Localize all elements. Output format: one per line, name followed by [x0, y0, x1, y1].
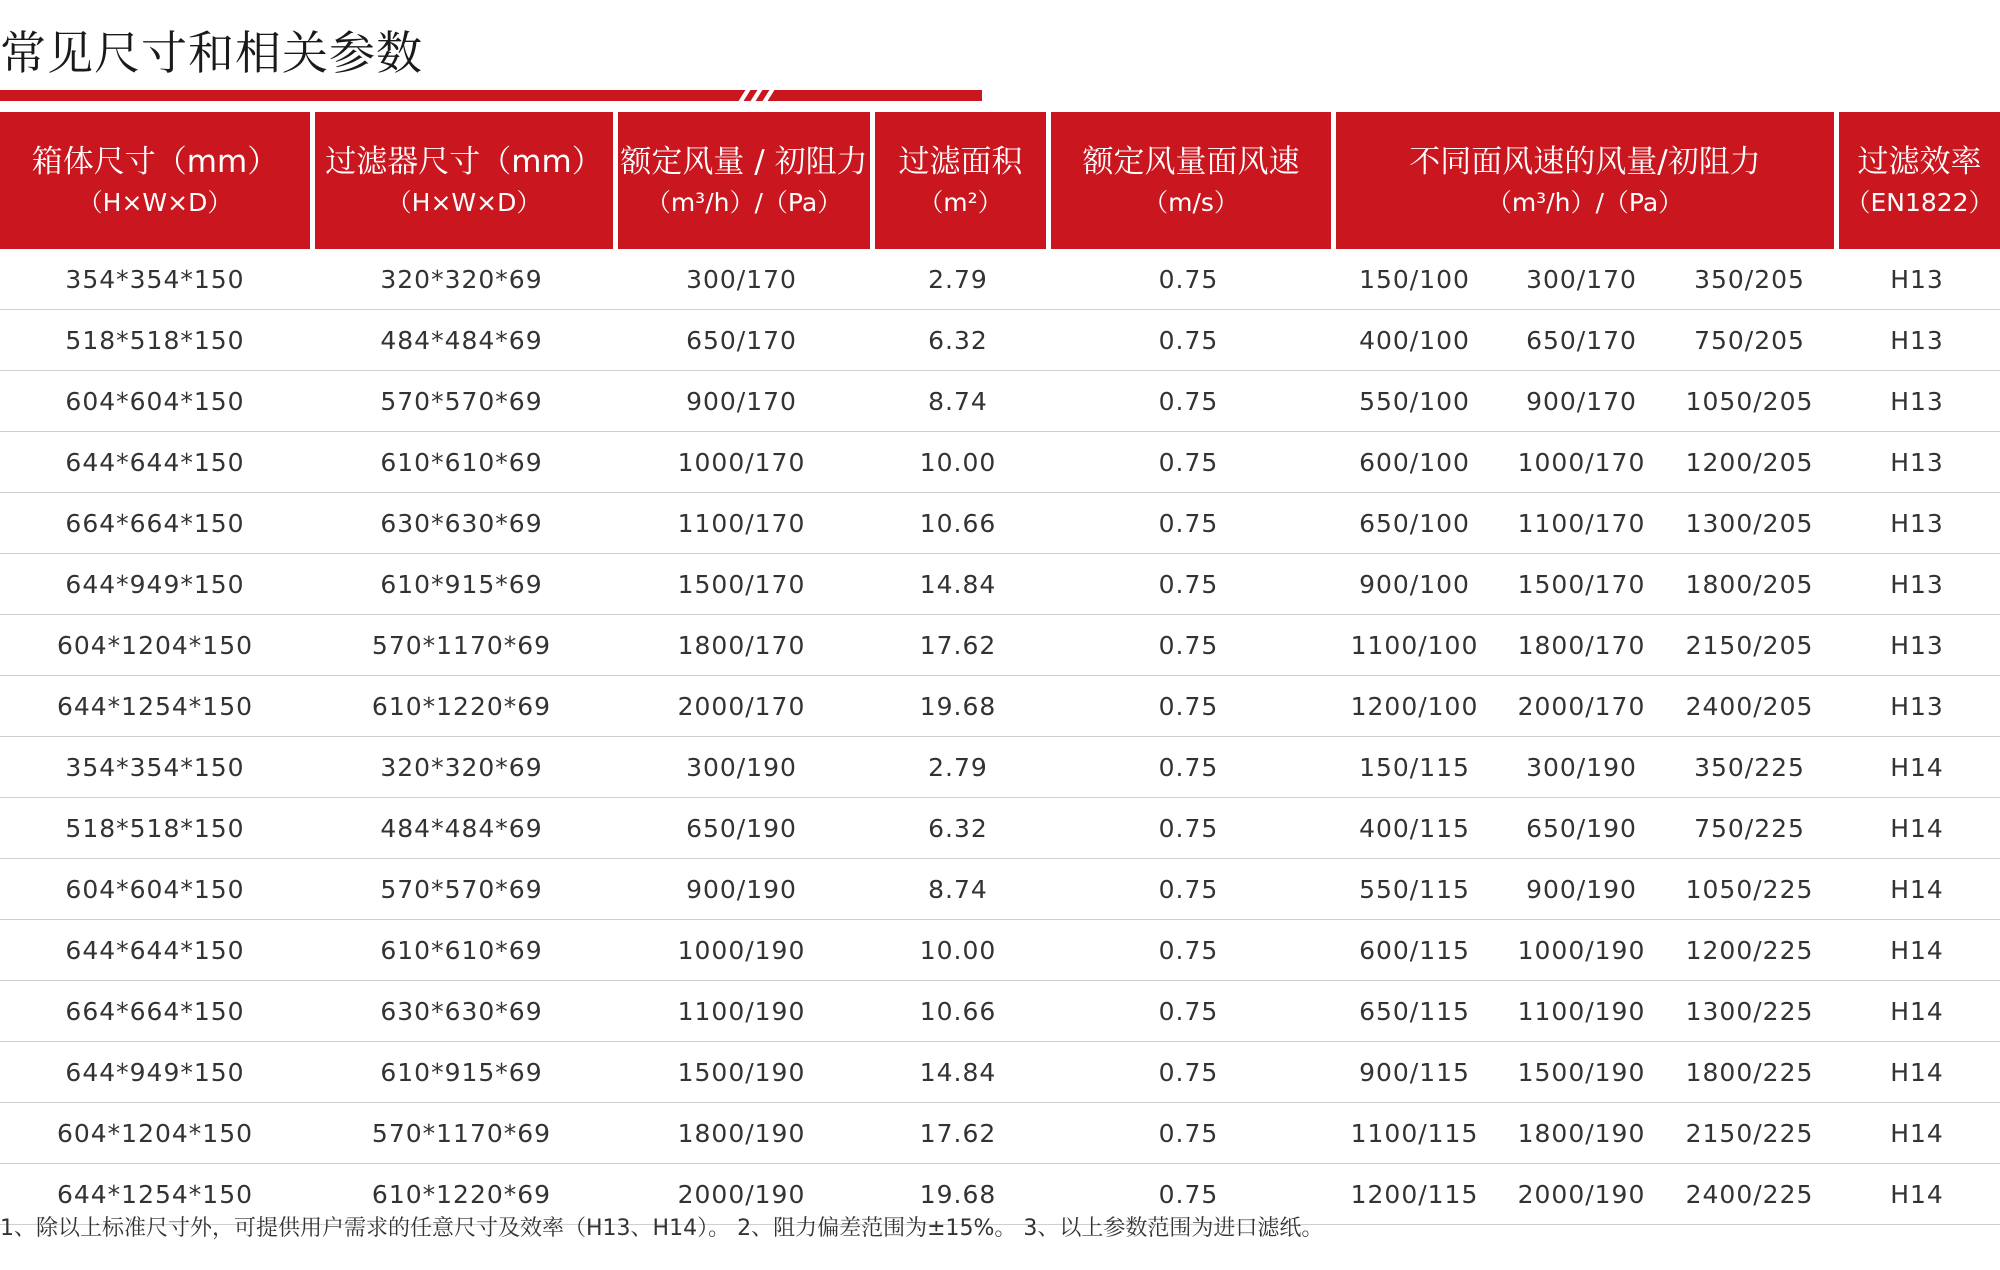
- rated-airflow-cell: 1100/190: [613, 981, 870, 1042]
- filter-area-cell: 17.62: [870, 615, 1046, 676]
- face-velocity-cell: 0.75: [1046, 310, 1331, 371]
- table-row: [0, 493, 2000, 554]
- filter-size-cell: 610*915*69: [310, 1042, 613, 1103]
- cabinet-size-cell: 518*518*150: [0, 310, 310, 371]
- airflow-low-cell: 650/100: [1331, 493, 1498, 554]
- airflow-high-cell: 1200/205: [1665, 432, 1834, 493]
- face-velocity-cell: 0.75: [1046, 249, 1331, 310]
- airflow-mid-cell: 2000/170: [1498, 676, 1665, 737]
- table-row: [0, 981, 2000, 1042]
- efficiency-cell: H14: [1834, 737, 2000, 798]
- filter-area-cell: 17.62: [870, 1103, 1046, 1164]
- airflow-low-cell: 900/100: [1331, 554, 1498, 615]
- table-row: [0, 615, 2000, 676]
- header-unit: （H×W×D）: [77, 187, 233, 217]
- table-row: [0, 249, 2000, 310]
- efficiency-cell: H13: [1834, 676, 2000, 737]
- filter-area-cell: 10.66: [870, 493, 1046, 554]
- efficiency-cell: H14: [1834, 920, 2000, 981]
- face-velocity-cell: 0.75: [1046, 981, 1331, 1042]
- airflow-low-cell: 400/115: [1331, 798, 1498, 859]
- airflow-high-cell: 750/205: [1665, 310, 1834, 371]
- airflow-high-cell: 350/205: [1665, 249, 1834, 310]
- airflow-low-cell: 150/100: [1331, 249, 1498, 310]
- airflow-low-cell: 1200/115: [1331, 1164, 1498, 1225]
- filter-size-cell: 610*610*69: [310, 920, 613, 981]
- filter-area-cell: 14.84: [870, 554, 1046, 615]
- airflow-low-cell: 650/115: [1331, 981, 1498, 1042]
- filter-size-cell: 610*610*69: [310, 432, 613, 493]
- cabinet-size-cell: 604*1204*150: [0, 615, 310, 676]
- airflow-low-cell: 1200/100: [1331, 676, 1498, 737]
- face-velocity-cell: 0.75: [1046, 798, 1331, 859]
- header-filter-size: [310, 112, 613, 249]
- airflow-mid-cell: 900/170: [1498, 371, 1665, 432]
- efficiency-cell: H13: [1834, 249, 2000, 310]
- airflow-high-cell: 2150/225: [1665, 1103, 1834, 1164]
- header-efficiency: [1834, 112, 2000, 249]
- filter-area-cell: 8.74: [870, 371, 1046, 432]
- table-row: [0, 1042, 2000, 1103]
- efficiency-cell: H13: [1834, 493, 2000, 554]
- table-row: [0, 1103, 2000, 1164]
- airflow-low-cell: 1100/115: [1331, 1103, 1498, 1164]
- airflow-high-cell: 1800/225: [1665, 1042, 1834, 1103]
- airflow-mid-cell: 1800/190: [1498, 1103, 1665, 1164]
- header-filter-area: [870, 112, 1046, 249]
- table-row: [0, 920, 2000, 981]
- efficiency-cell: H13: [1834, 371, 2000, 432]
- airflow-high-cell: 2400/225: [1665, 1164, 1834, 1225]
- cabinet-size-cell: 644*1254*150: [0, 676, 310, 737]
- header-title: 不同面风速的风量/初阻力: [1409, 143, 1761, 180]
- filter-size-cell: 630*630*69: [310, 493, 613, 554]
- filter-area-cell: 10.66: [870, 981, 1046, 1042]
- title-underline: [0, 90, 982, 101]
- cabinet-size-cell: 644*949*150: [0, 1042, 310, 1103]
- cabinet-size-cell: 604*1204*150: [0, 1103, 310, 1164]
- efficiency-cell: H14: [1834, 1103, 2000, 1164]
- page-title: 常见尺寸和相关参数: [0, 26, 423, 80]
- table-row: [0, 676, 2000, 737]
- face-velocity-cell: 0.75: [1046, 1164, 1331, 1225]
- header-title: 箱体尺寸（mm）: [31, 143, 279, 180]
- airflow-mid-cell: 1000/190: [1498, 920, 1665, 981]
- cabinet-size-cell: 518*518*150: [0, 798, 310, 859]
- table-row: [0, 859, 2000, 920]
- rated-airflow-cell: 300/170: [613, 249, 870, 310]
- cabinet-size-cell: 644*644*150: [0, 432, 310, 493]
- face-velocity-cell: 0.75: [1046, 859, 1331, 920]
- header-unit: （m²）: [918, 187, 1003, 217]
- rated-airflow-cell: 1500/170: [613, 554, 870, 615]
- table-header-row: [0, 112, 2000, 249]
- filter-area-cell: 8.74: [870, 859, 1046, 920]
- filter-area-cell: 19.68: [870, 676, 1046, 737]
- filter-area-cell: 2.79: [870, 737, 1046, 798]
- airflow-low-cell: 600/100: [1331, 432, 1498, 493]
- airflow-high-cell: 1300/205: [1665, 493, 1834, 554]
- rated-airflow-cell: 1800/190: [613, 1103, 870, 1164]
- airflow-low-cell: 550/115: [1331, 859, 1498, 920]
- cabinet-size-cell: 604*604*150: [0, 371, 310, 432]
- face-velocity-cell: 0.75: [1046, 1042, 1331, 1103]
- cabinet-size-cell: 644*949*150: [0, 554, 310, 615]
- airflow-mid-cell: 1000/170: [1498, 432, 1665, 493]
- face-velocity-cell: 0.75: [1046, 371, 1331, 432]
- filter-size-cell: 320*320*69: [310, 249, 613, 310]
- filter-area-cell: 6.32: [870, 798, 1046, 859]
- header-cabinet-size: [0, 112, 310, 249]
- airflow-low-cell: 550/100: [1331, 371, 1498, 432]
- airflow-high-cell: 1300/225: [1665, 981, 1834, 1042]
- table-body: [0, 249, 2000, 1225]
- airflow-mid-cell: 1800/170: [1498, 615, 1665, 676]
- filter-size-cell: 610*915*69: [310, 554, 613, 615]
- airflow-high-cell: 1800/205: [1665, 554, 1834, 615]
- efficiency-cell: H14: [1834, 859, 2000, 920]
- underline-slash: [761, 88, 775, 103]
- airflow-mid-cell: 1100/190: [1498, 981, 1665, 1042]
- table-row: [0, 432, 2000, 493]
- rated-airflow-cell: 1100/170: [613, 493, 870, 554]
- table-row: [0, 554, 2000, 615]
- header-title: 额定风量 / 初阻力: [620, 143, 868, 180]
- filter-area-cell: 6.32: [870, 310, 1046, 371]
- face-velocity-cell: 0.75: [1046, 432, 1331, 493]
- rated-airflow-cell: 900/190: [613, 859, 870, 920]
- efficiency-cell: H14: [1834, 981, 2000, 1042]
- filter-size-cell: 610*1220*69: [310, 676, 613, 737]
- filter-size-cell: 570*570*69: [310, 859, 613, 920]
- rated-airflow-cell: 1000/170: [613, 432, 870, 493]
- airflow-mid-cell: 650/170: [1498, 310, 1665, 371]
- rated-airflow-cell: 650/190: [613, 798, 870, 859]
- cabinet-size-cell: 644*644*150: [0, 920, 310, 981]
- efficiency-cell: H13: [1834, 310, 2000, 371]
- airflow-high-cell: 2150/205: [1665, 615, 1834, 676]
- filter-size-cell: 570*1170*69: [310, 1103, 613, 1164]
- efficiency-cell: H13: [1834, 615, 2000, 676]
- header-title: 过滤效率: [1857, 143, 1982, 180]
- cabinet-size-cell: 664*664*150: [0, 981, 310, 1042]
- face-velocity-cell: 0.75: [1046, 737, 1331, 798]
- airflow-mid-cell: 1500/190: [1498, 1042, 1665, 1103]
- table-row: [0, 310, 2000, 371]
- rated-airflow-cell: 1000/190: [613, 920, 870, 981]
- rated-airflow-cell: 2000/170: [613, 676, 870, 737]
- filter-size-cell: 484*484*69: [310, 798, 613, 859]
- airflow-low-cell: 1100/100: [1331, 615, 1498, 676]
- filter-area-cell: 10.00: [870, 432, 1046, 493]
- airflow-mid-cell: 300/190: [1498, 737, 1665, 798]
- header-unit: （m/s）: [1143, 187, 1239, 217]
- face-velocity-cell: 0.75: [1046, 493, 1331, 554]
- cabinet-size-cell: 604*604*150: [0, 859, 310, 920]
- cabinet-size-cell: 354*354*150: [0, 737, 310, 798]
- airflow-mid-cell: 900/190: [1498, 859, 1665, 920]
- airflow-mid-cell: 1100/170: [1498, 493, 1665, 554]
- filter-area-cell: 19.68: [870, 1164, 1046, 1225]
- airflow-low-cell: 900/115: [1331, 1042, 1498, 1103]
- filter-size-cell: 630*630*69: [310, 981, 613, 1042]
- rated-airflow-cell: 900/170: [613, 371, 870, 432]
- airflow-low-cell: 600/115: [1331, 920, 1498, 981]
- header-face-velocity: [1046, 112, 1331, 249]
- table-row: [0, 798, 2000, 859]
- face-velocity-cell: 0.75: [1046, 554, 1331, 615]
- airflow-high-cell: 2400/205: [1665, 676, 1834, 737]
- airflow-low-cell: 400/100: [1331, 310, 1498, 371]
- filter-area-cell: 10.00: [870, 920, 1046, 981]
- airflow-mid-cell: 2000/190: [1498, 1164, 1665, 1225]
- efficiency-cell: H14: [1834, 1164, 2000, 1225]
- airflow-mid-cell: 650/190: [1498, 798, 1665, 859]
- table-row: [0, 371, 2000, 432]
- filter-size-cell: 570*1170*69: [310, 615, 613, 676]
- filter-area-cell: 14.84: [870, 1042, 1046, 1103]
- header-unit: （EN1822）: [1845, 187, 1994, 217]
- airflow-mid-cell: 300/170: [1498, 249, 1665, 310]
- filter-size-cell: 320*320*69: [310, 737, 613, 798]
- face-velocity-cell: 0.75: [1046, 676, 1331, 737]
- filter-size-cell: 610*1220*69: [310, 1164, 613, 1225]
- header-title: 过滤器尺寸（mm）: [325, 143, 603, 180]
- airflow-mid-cell: 1500/170: [1498, 554, 1665, 615]
- filter-size-cell: 484*484*69: [310, 310, 613, 371]
- efficiency-cell: H14: [1834, 798, 2000, 859]
- spec-table: [0, 112, 2000, 1225]
- rated-airflow-cell: 300/190: [613, 737, 870, 798]
- rated-airflow-cell: 1500/190: [613, 1042, 870, 1103]
- filter-area-cell: 2.79: [870, 249, 1046, 310]
- table-row: [0, 737, 2000, 798]
- rated-airflow-cell: 650/170: [613, 310, 870, 371]
- cabinet-size-cell: 354*354*150: [0, 249, 310, 310]
- footnotes: 1、除以上标准尺寸外，可提供用户需求的任意尺寸及效率（H13、H14）。 2、阻力偏差范围为±15%。 3、以上参数范围为进口滤纸。: [0, 1216, 1324, 1241]
- header-unit: （H×W×D）: [386, 187, 542, 217]
- header-rated-airflow: [613, 112, 870, 249]
- airflow-low-cell: 150/115: [1331, 737, 1498, 798]
- cabinet-size-cell: 644*1254*150: [0, 1164, 310, 1225]
- airflow-high-cell: 1050/225: [1665, 859, 1834, 920]
- efficiency-cell: H14: [1834, 1042, 2000, 1103]
- header-velocity-airflow: [1331, 112, 1834, 249]
- header-title: 过滤面积: [898, 143, 1023, 180]
- header-unit: （m³/h）/（Pa）: [1486, 187, 1684, 217]
- efficiency-cell: H13: [1834, 554, 2000, 615]
- header-title: 额定风量面风速: [1082, 143, 1300, 180]
- airflow-high-cell: 1200/225: [1665, 920, 1834, 981]
- face-velocity-cell: 0.75: [1046, 920, 1331, 981]
- rated-airflow-cell: 1800/170: [613, 615, 870, 676]
- airflow-high-cell: 1050/205: [1665, 371, 1834, 432]
- efficiency-cell: H13: [1834, 432, 2000, 493]
- airflow-high-cell: 750/225: [1665, 798, 1834, 859]
- rated-airflow-cell: 2000/190: [613, 1164, 870, 1225]
- cabinet-size-cell: 664*664*150: [0, 493, 310, 554]
- face-velocity-cell: 0.75: [1046, 1103, 1331, 1164]
- face-velocity-cell: 0.75: [1046, 615, 1331, 676]
- filter-size-cell: 570*570*69: [310, 371, 613, 432]
- airflow-high-cell: 350/225: [1665, 737, 1834, 798]
- header-unit: （m³/h）/（Pa）: [645, 187, 843, 217]
